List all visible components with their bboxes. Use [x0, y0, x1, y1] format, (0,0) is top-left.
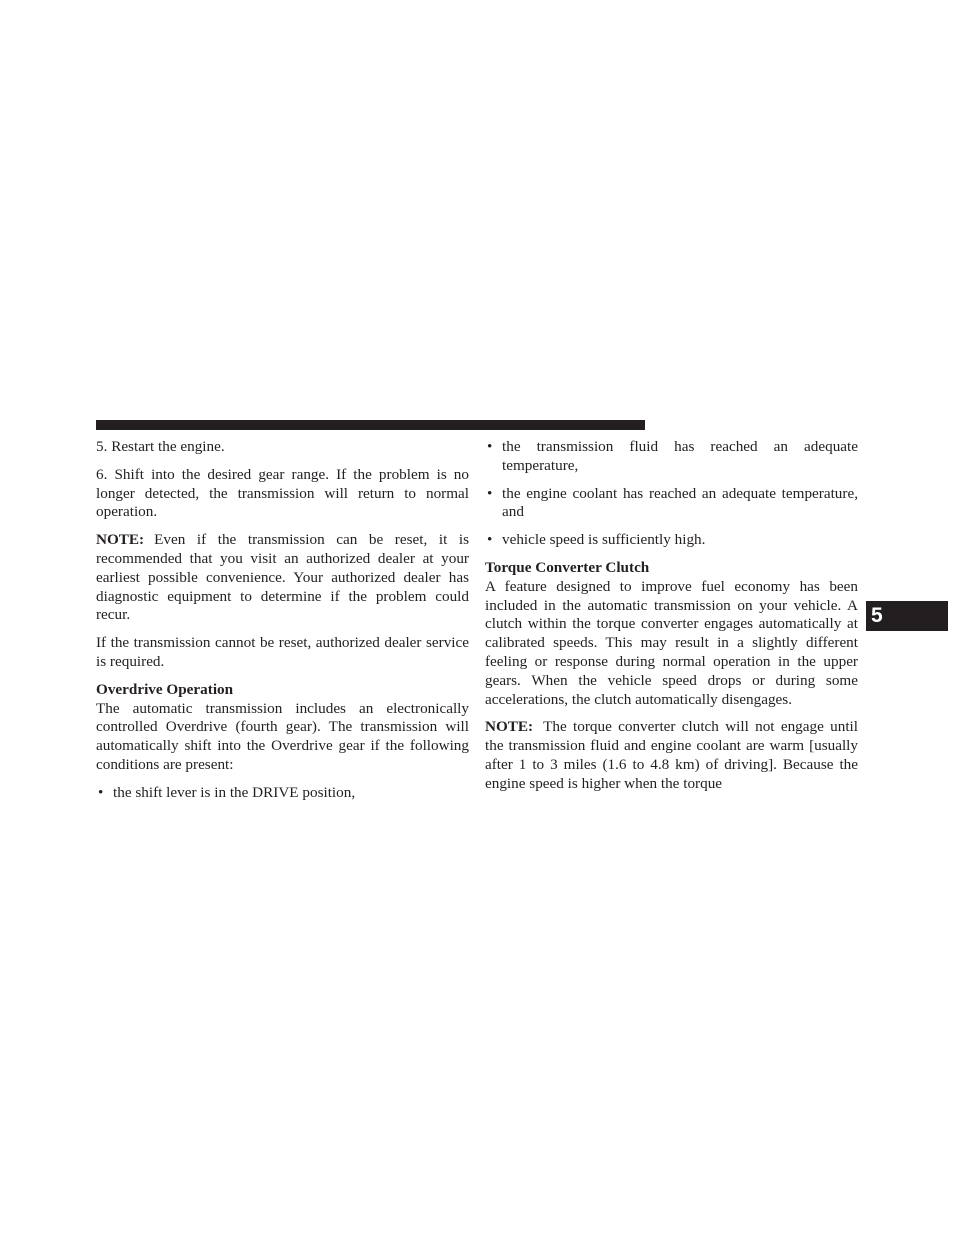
list-item	[96, 784, 469, 803]
list-item-text: the engine coolant has reached an adequate temperature, and	[502, 484, 858, 521]
list-item	[485, 531, 858, 550]
note-1	[96, 531, 469, 625]
bullet-icon: •	[487, 484, 493, 502]
note-label: NOTE:	[485, 718, 534, 736]
list-item-text: the transmission fluid has reached an adequate temperature,	[502, 438, 858, 474]
torque-converter-heading: Torque Converter Clutch	[485, 558, 650, 576]
chapter-number: 5	[871, 604, 883, 627]
note-text: The torque converter clutch will not engage until the transmission fluid and engine coolant are warm [usually after 1 to 3 miles (1.6 to 4.8 km) of driving]. Because the engine speed is higher when the torque	[485, 718, 858, 792]
list-item	[485, 485, 858, 523]
bullet-icon: •	[98, 783, 104, 801]
reset-paragraph: If the transmission cannot be reset, authorized dealer service is required.	[96, 634, 469, 670]
section-rule	[96, 420, 645, 430]
step-6: 6. Shift into the desired gear range. If the problem is no longer detected, the transmission will return to normal operation.	[96, 465, 469, 521]
list-item	[485, 438, 858, 476]
note-2	[485, 718, 858, 793]
left-column	[96, 438, 469, 812]
overdrive-paragraph: The automatic transmission includes an electronically controlled Overdrive (fourth gear). The transmission will automatically shift into the Overdrive gear if the following conditions are present:	[96, 699, 469, 773]
note-text: Even if the transmission can be reset, it is recommended that you visit an authorized dealer at your earliest possible convenience. Your authorized dealer has diagnostic equipment to determine if the problem could recur.	[96, 531, 469, 624]
list-item-text: vehicle speed is sufficiently high.	[502, 531, 706, 549]
torque-converter-paragraph: A feature designed to improve fuel economy has been included in the automatic transmission on your vehicle. A clutch within the torque converter engages automatically at calibrated speeds. This may result in a slightly different feeling or response during normal operation in the upper gears. When the vehicle speed drops or during some accelerations, the clutch automatically disengages.	[485, 577, 858, 708]
overdrive-heading: Overdrive Operation	[96, 680, 234, 698]
chapter-tab	[866, 601, 948, 631]
right-column	[485, 438, 858, 803]
step-5: 5. Restart the engine.	[96, 438, 225, 455]
note-label: NOTE:	[96, 531, 145, 549]
bullet-icon: •	[487, 438, 493, 455]
bullet-icon: •	[487, 531, 493, 549]
list-item-text: the shift lever is in the DRIVE position,	[113, 783, 356, 801]
